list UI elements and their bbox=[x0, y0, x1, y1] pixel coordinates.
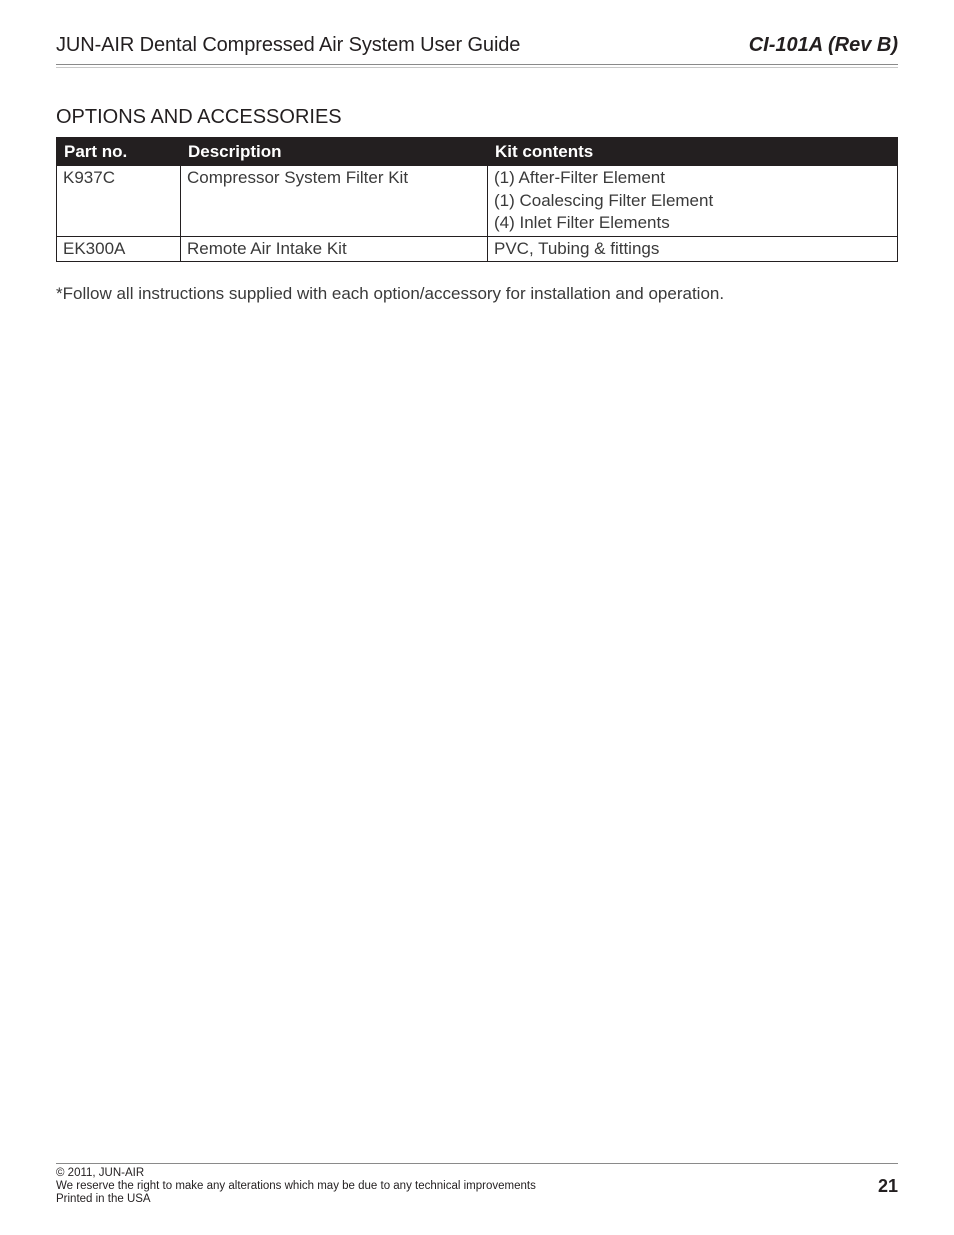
section-title: OPTIONS AND ACCESSORIES bbox=[56, 106, 342, 128]
kit-item: (1) After-Filter Element bbox=[494, 168, 665, 187]
kit-item: (4) Inlet Filter Elements bbox=[494, 213, 670, 232]
description-cell: Compressor System Filter Kit bbox=[181, 166, 488, 237]
footer-disclaimer: We reserve the right to make any alterations which may be due to any technical improvements bbox=[56, 1180, 536, 1192]
footnote: *Follow all instructions supplied with each option/accessory for installation and operation. bbox=[56, 284, 725, 303]
table-row bbox=[57, 236, 898, 262]
footer-copyright: © 2011, JUN-AIR bbox=[56, 1167, 145, 1179]
column-header-description: Description bbox=[181, 138, 488, 166]
footer-printed: Printed in the USA bbox=[56, 1193, 151, 1205]
footer-divider bbox=[56, 1163, 898, 1164]
accessories-table bbox=[56, 137, 898, 262]
description-cell: Remote Air Intake Kit bbox=[181, 236, 488, 262]
document-number: CI-101A (Rev B) bbox=[748, 34, 898, 56]
page-number: 21 bbox=[877, 1176, 898, 1196]
table-row bbox=[57, 166, 898, 237]
column-header-kit-contents: Kit contents bbox=[488, 138, 898, 166]
part-no-cell: K937C bbox=[57, 166, 181, 237]
kit-item: (1) Coalescing Filter Element bbox=[494, 190, 714, 210]
kit-contents-cell bbox=[488, 236, 898, 262]
header-divider-secondary bbox=[56, 67, 898, 68]
table-header-row bbox=[57, 138, 898, 166]
header-divider bbox=[56, 64, 898, 65]
part-no-cell: EK300A bbox=[57, 236, 181, 262]
page-footer bbox=[56, 1167, 536, 1206]
kit-contents-cell bbox=[488, 166, 898, 237]
kit-item: PVC, Tubing & fittings bbox=[494, 238, 660, 258]
column-header-part-no: Part no. bbox=[57, 138, 181, 166]
document-title: JUN-AIR Dental Compressed Air System User Guide bbox=[56, 34, 521, 56]
page-header bbox=[56, 32, 898, 66]
